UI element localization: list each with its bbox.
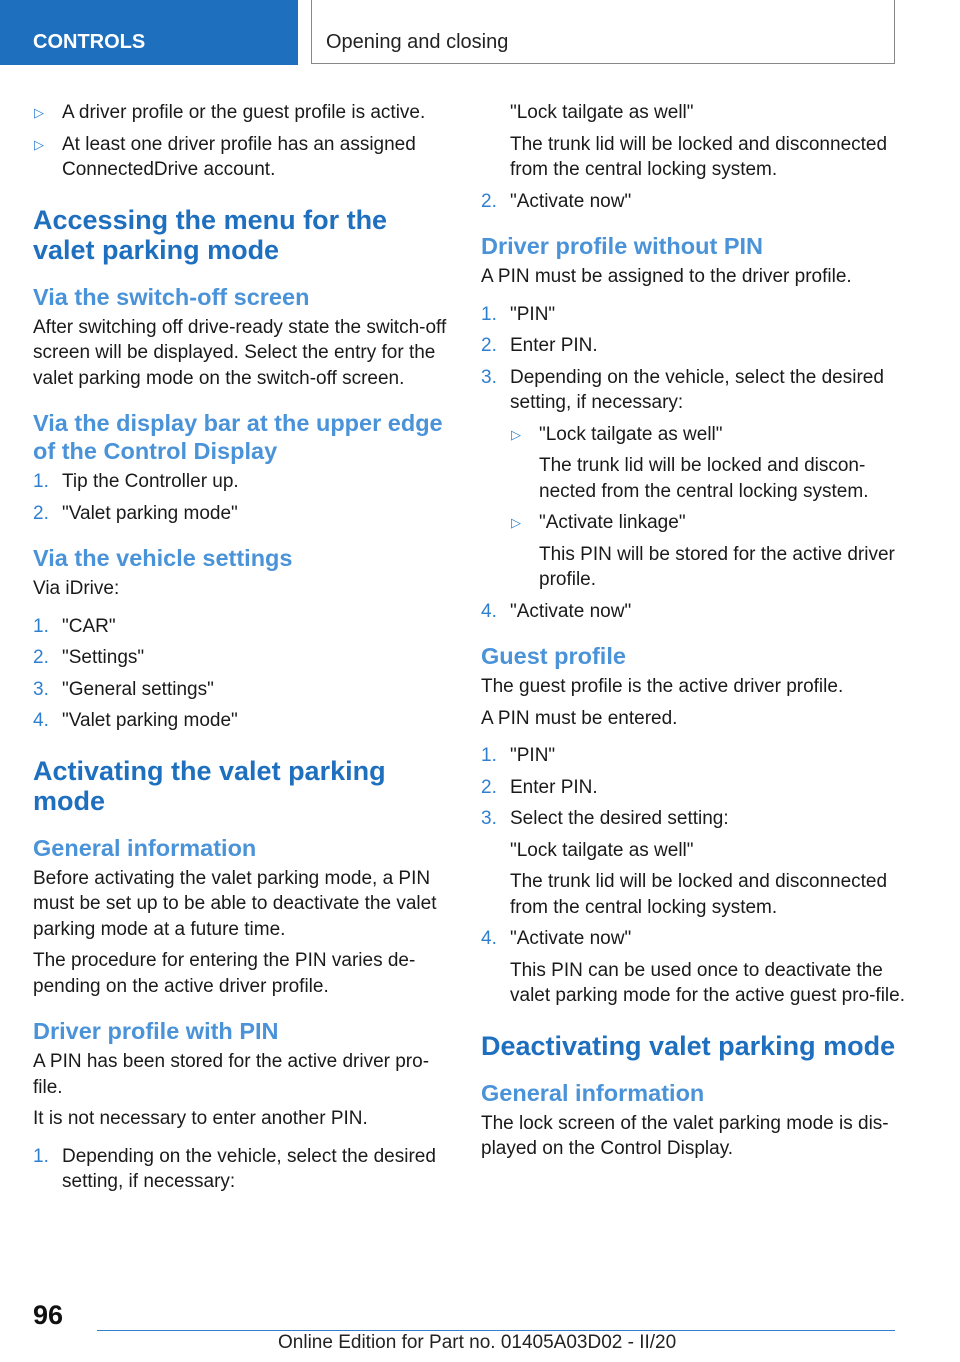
heading-driver-profile-with-pin: Driver profile with PIN [33,1018,279,1044]
continued-item: "Lock tailgate as well" The trunk lid will be locked and disconnected from the central locking system. [510,102,888,180]
list-item: ▷ "Lock tailgate as well" [510,422,906,448]
list-item: 1. "PIN" [481,745,556,766]
list-item: ▷ A driver profile or the guest profile is active. [33,100,453,126]
paragraph: The guest profile is the active driver profile. [481,676,844,697]
heading-switch-off-screen: Via the switch-off screen [33,283,310,310]
footer-divider [97,1330,895,1331]
list-item: 2. "Valet parking mode" [33,502,238,524]
sub-list: ▷ "Lock tailgate as well" The trunk lid will be locked and discon-nected from the central locking system. ▷ "Activate linkage" This PIN will be stored for the active driver profile. [510,422,906,593]
heading-general-information: General information [33,834,257,861]
bullet-triangle-icon: ▷ [511,515,521,530]
heading-accessing-menu: Accessing the menu for the valet parking mode [33,204,388,265]
paragraph: Before activating the valet parking mode, a PIN must be set up to be able to deactivate the valet parking mode at a future time. [33,867,437,940]
heading-vehicle-settings: Via the vehicle settings [33,545,293,571]
paragraph: A PIN must be entered. [481,707,678,729]
list-item: 1. Tip the Controller up. [33,471,239,492]
heading-general-information-2: General information [481,1079,705,1106]
paragraph: The procedure for entering the PIN varies de-pending on the active driver profile. [33,950,416,997]
list-item: ▷ "Activate linkage" [510,510,906,536]
paragraph: Via iDrive: [33,578,120,599]
continued-item: "Lock tailgate as well" The trunk lid will be locked and disconnected from the central locking system. [510,839,888,918]
paragraph: After switching off drive-ready state the switch-off screen will be displayed. Select the entry for the valet parking mode on the switch-off screen. [33,316,447,389]
list-item: 1. "PIN" [481,303,556,325]
paragraph: A PIN must be assigned to the driver profile. [481,266,852,287]
left-column [33,100,453,1201]
heading-guest-profile: Guest profile [481,643,626,669]
list-item: 4. "Valet parking mode" [33,710,238,731]
footer-edition: Online Edition for Part no. 01405A03D02 - II/20 [278,1332,677,1353]
list-item: 1. "CAR" [33,615,116,637]
header-chapter-title: Opening and closing [311,0,895,64]
right-column: "Lock tailgate as well" The trunk lid will be locked and disconnected from the central locking system. 2. "Activate now" Driver profile without PIN A PIN must be assigned to the driver profile. 1. "PIN" 2. Enter PIN. 3. Depending on the vehicle, select the desired setting, if necessary: ▷ "Lock tailgate as well" The trunk lid will be locked and discon-nected from the central locking system. ▷ "Activate linkage" This PIN will be stored for the active driver profile. 4. "Activate now" Guest profile The guest profile is the active driver profile. A PIN must be entered. 1. "PIN" 2. Enter PIN. 3. Select the desired setting: "Lock tailgate as well" The trunk lid will be locked and disconnected from the central locking system. 4. "Activate now" This PIN can be used once to deactivate the valet parking mode for the active guest pro-file. Deactivating valet parking mode General information The lock screen of the valet parking mode is dis-played on the Control Display. [481,100,906,1168]
heading-display-bar: Via the display bar at the upper edge of the Control Display [33,410,443,464]
list-item: 1. Depending on the vehicle, select the desired setting, if necessary: [33,1145,436,1192]
list-item: 2. "Settings" [33,647,145,668]
list-item: 4. "Activate now" [481,928,632,949]
list-item: 3. Select the desired setting: [481,808,729,829]
header-section-tab: CONTROLS [0,0,298,65]
list-item: 2. Enter PIN. [481,335,598,356]
list-item: 2. Enter PIN. [481,776,598,798]
list-item: 3. Depending on the vehicle, select the desired setting, if necessary: [481,366,884,413]
list-item: 3. "General settings" [33,678,214,700]
paragraph: A PIN has been stored for the active driver pro-file. [33,1051,430,1098]
page-number: 96 [33,1300,64,1330]
list-item: 2. "Activate now" [481,190,632,212]
list-item: ▷ At least one driver profile has an assigned ConnectedDrive account. [34,133,416,180]
paragraph: It is not necessary to enter another PIN. [33,1108,368,1129]
bullet-triangle-icon: ▷ [34,136,44,152]
bullet-triangle-icon: ▷ [511,426,521,442]
heading-deactivating-valet-mode: Deactivating valet parking mode [481,1030,896,1061]
paragraph: The lock screen of the valet parking mode is dis-played on the Control Display. [481,1112,889,1159]
list-item: 4. "Activate now" [481,600,632,622]
bullet-triangle-icon: ▷ [34,105,44,120]
heading-activating-valet-mode: Activating the valet parking mode [33,755,386,816]
heading-driver-profile-without-pin: Driver profile without PIN [481,233,764,259]
